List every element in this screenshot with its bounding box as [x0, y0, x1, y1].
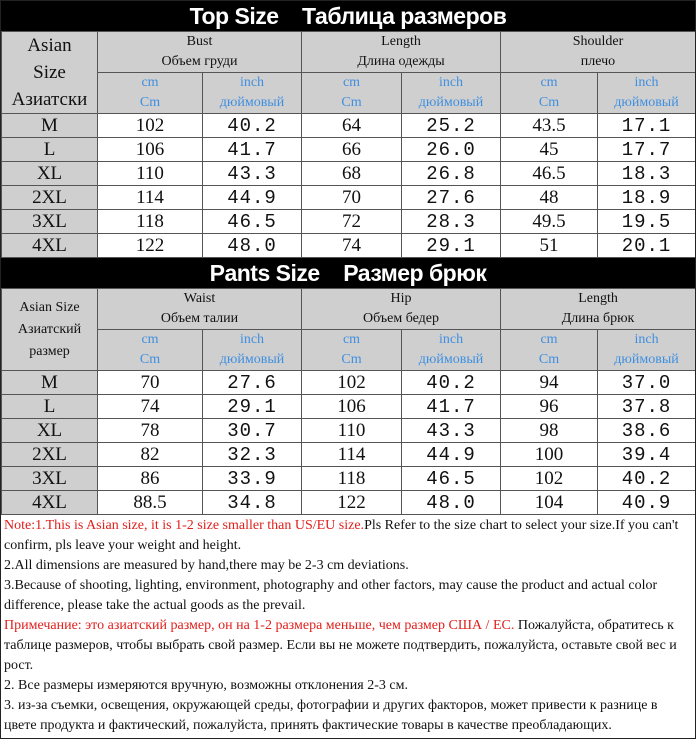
header-ru: Объем бедер [363, 311, 440, 326]
cm-value: 102 [98, 114, 203, 138]
inch-value: 17.7 [598, 138, 696, 162]
size-label: 4XL [2, 491, 98, 515]
inch-value: 39.4 [598, 443, 696, 467]
inch-value: 43.3 [402, 419, 501, 443]
inch-value: 40.2 [203, 114, 302, 138]
header-ru: плечо [580, 54, 616, 69]
unit-inch: inch дюймовый [203, 330, 302, 371]
note-ru-3: 3. из-за съемки, освещения, окружающей среды, фотографии и других факторов, может привести к разнице в цвете продукта и фактический, пожалуйста, принять фактические товары в качестве преобладающих. [4, 698, 658, 733]
cm-value: 114 [98, 186, 203, 210]
note-en-1-warning: Note:1.This is Asian size, it is 1-2 size smaller than US/EU size. [4, 518, 365, 533]
top-header-row [2, 32, 696, 73]
inch-value: 20.1 [598, 234, 696, 258]
header-en: Hip [390, 291, 412, 306]
top-bust-header [98, 32, 302, 73]
cm-value: 82 [98, 443, 203, 467]
unit-cm: cm Cm [98, 73, 203, 114]
inch-value: 29.1 [203, 395, 302, 419]
top-size-banner: Top Size Таблица размеров [1, 1, 695, 31]
note-en-2: 2.All dimensions are measured by hand,there may be 2-3 cm deviations. [4, 558, 409, 573]
inch-value: 19.5 [598, 210, 696, 234]
inch-value: 29.1 [402, 234, 501, 258]
cm-value: 43.5 [501, 114, 598, 138]
size-label: XL [2, 162, 98, 186]
table-row [2, 186, 696, 210]
note-en-3: 3.Because of shooting, lighting, environment, photography and other factors, may cause the product and actual color difference, please take the actual goods as the prevail. [4, 578, 658, 613]
header-en: Length [381, 34, 421, 49]
cm-value: 104 [501, 491, 598, 515]
cm-value: 114 [302, 443, 402, 467]
notes-section [1, 515, 695, 737]
pants-unit-row [2, 330, 696, 371]
top-corner-label [2, 32, 98, 114]
pants-header-row [2, 289, 696, 330]
pants-size-banner: Pants Size Размер брюк [1, 258, 695, 288]
unit-cm: cm Cm [501, 73, 598, 114]
size-label: 4XL [2, 234, 98, 258]
corner-line: Азиатски [11, 89, 88, 110]
cm-value: 70 [98, 371, 203, 395]
cm-value: 106 [302, 395, 402, 419]
pants-size-rows [2, 371, 696, 515]
cm-value: 48 [501, 186, 598, 210]
cm-value: 72 [302, 210, 402, 234]
top-length-header [302, 32, 501, 73]
cm-value: 45 [501, 138, 598, 162]
cm-value: 68 [302, 162, 402, 186]
note-en-1-text: Pls Refer to the size chart to select your size.If you can't confirm, pls leave your weight and height. [4, 518, 679, 553]
cm-value: 86 [98, 467, 203, 491]
inch-value: 41.7 [203, 138, 302, 162]
inch-value: 34.8 [203, 491, 302, 515]
note-ru-1-warning: Примечание: это азиатский размер, он на 1-2 размера меньше, чем размер США / ЕС. [4, 618, 515, 633]
inch-value: 44.9 [402, 443, 501, 467]
unit-inch: inch дюймовый [402, 330, 501, 371]
cm-value: 96 [501, 395, 598, 419]
inch-value: 46.5 [203, 210, 302, 234]
table-row [2, 443, 696, 467]
size-label: M [2, 114, 98, 138]
cm-value: 122 [302, 491, 402, 515]
cm-value: 70 [302, 186, 402, 210]
header-en: Waist [183, 291, 216, 306]
inch-value: 43.3 [203, 162, 302, 186]
header-ru: Длина одежды [357, 54, 445, 69]
inch-value: 26.0 [402, 138, 501, 162]
header-ru: Объем груди [161, 54, 238, 69]
cm-value: 74 [98, 395, 203, 419]
cm-value: 46.5 [501, 162, 598, 186]
size-label: L [2, 395, 98, 419]
header-en: Length [578, 291, 618, 306]
inch-value: 26.8 [402, 162, 501, 186]
inch-value: 30.7 [203, 419, 302, 443]
pants-hip-header [302, 289, 501, 330]
size-label: 3XL [2, 467, 98, 491]
inch-value: 33.9 [203, 467, 302, 491]
cm-value: 88.5 [98, 491, 203, 515]
note-ru-2: 2. Все размеры измеряются вручную, возможны отклонения 2-3 см. [4, 678, 408, 693]
corner-line: Size [33, 62, 66, 83]
size-label: 2XL [2, 443, 98, 467]
cm-value: 66 [302, 138, 402, 162]
top-shoulder-header [501, 32, 696, 73]
table-row [2, 467, 696, 491]
header-en: Bust [186, 34, 213, 49]
cm-value: 64 [302, 114, 402, 138]
table-row [2, 138, 696, 162]
inch-value: 18.9 [598, 186, 696, 210]
unit-cm: cm Cm [98, 330, 203, 371]
note-ru-1-text: Пожалуйста, обратитесь к таблице размеров, чтобы выбрать свой размер. Если вы не можете подтвердить, пожалуйста, оставьте свой вес и рост. [4, 618, 677, 673]
cm-value: 110 [98, 162, 203, 186]
pants-waist-header [98, 289, 302, 330]
inch-value: 40.9 [598, 491, 696, 515]
unit-inch: inch дюймовый [203, 73, 302, 114]
header-ru: Длина брюк [561, 311, 635, 326]
unit-inch: inch дюймовый [598, 73, 696, 114]
inch-value: 32.3 [203, 443, 302, 467]
cm-value: 102 [302, 371, 402, 395]
table-row [2, 114, 696, 138]
top-size-table [1, 31, 696, 258]
pants-corner-label [2, 289, 98, 371]
table-row [2, 371, 696, 395]
table-row [2, 210, 696, 234]
cm-value: 94 [501, 371, 598, 395]
table-row [2, 491, 696, 515]
cm-value: 106 [98, 138, 203, 162]
unit-cm: cm Cm [302, 73, 402, 114]
inch-value: 28.3 [402, 210, 501, 234]
pants-length-header [501, 289, 696, 330]
top-unit-row [2, 73, 696, 114]
table-row [2, 234, 696, 258]
cm-value: 51 [501, 234, 598, 258]
corner-line: Asian Size [19, 299, 80, 315]
cm-value: 118 [302, 467, 402, 491]
inch-value: 18.3 [598, 162, 696, 186]
cm-value: 110 [302, 419, 402, 443]
pants-size-table [1, 288, 696, 515]
corner-line: Asian [27, 35, 72, 56]
cm-value: 98 [501, 419, 598, 443]
header-en: Shoulder [572, 34, 624, 49]
table-row [2, 395, 696, 419]
inch-value: 48.0 [402, 491, 501, 515]
corner-line: Азиатский [17, 321, 82, 337]
unit-inch: inch дюймовый [598, 330, 696, 371]
table-row [2, 419, 696, 443]
size-label: 3XL [2, 210, 98, 234]
cm-value: 100 [501, 443, 598, 467]
inch-value: 38.6 [598, 419, 696, 443]
size-label: L [2, 138, 98, 162]
cm-value: 102 [501, 467, 598, 491]
inch-value: 40.2 [402, 371, 501, 395]
cm-value: 74 [302, 234, 402, 258]
size-label: XL [2, 419, 98, 443]
size-label: 2XL [2, 186, 98, 210]
inch-value: 17.1 [598, 114, 696, 138]
inch-value: 44.9 [203, 186, 302, 210]
inch-value: 41.7 [402, 395, 501, 419]
cm-value: 78 [98, 419, 203, 443]
header-ru: Объем талии [160, 311, 239, 326]
cm-value: 49.5 [501, 210, 598, 234]
note-ru-1 [4, 616, 692, 676]
unit-cm: cm Cm [302, 330, 402, 371]
inch-value: 37.0 [598, 371, 696, 395]
inch-value: 25.2 [402, 114, 501, 138]
note-en-1 [4, 516, 692, 556]
corner-line: размер [29, 343, 70, 359]
cm-value: 122 [98, 234, 203, 258]
table-row [2, 162, 696, 186]
inch-value: 27.6 [402, 186, 501, 210]
unit-cm: cm Cm [501, 330, 598, 371]
inch-value: 37.8 [598, 395, 696, 419]
inch-value: 48.0 [203, 234, 302, 258]
unit-inch: inch дюймовый [402, 73, 501, 114]
cm-value: 118 [98, 210, 203, 234]
inch-value: 27.6 [203, 371, 302, 395]
size-label: M [2, 371, 98, 395]
top-size-rows [2, 114, 696, 258]
inch-value: 46.5 [402, 467, 501, 491]
inch-value: 40.2 [598, 467, 696, 491]
